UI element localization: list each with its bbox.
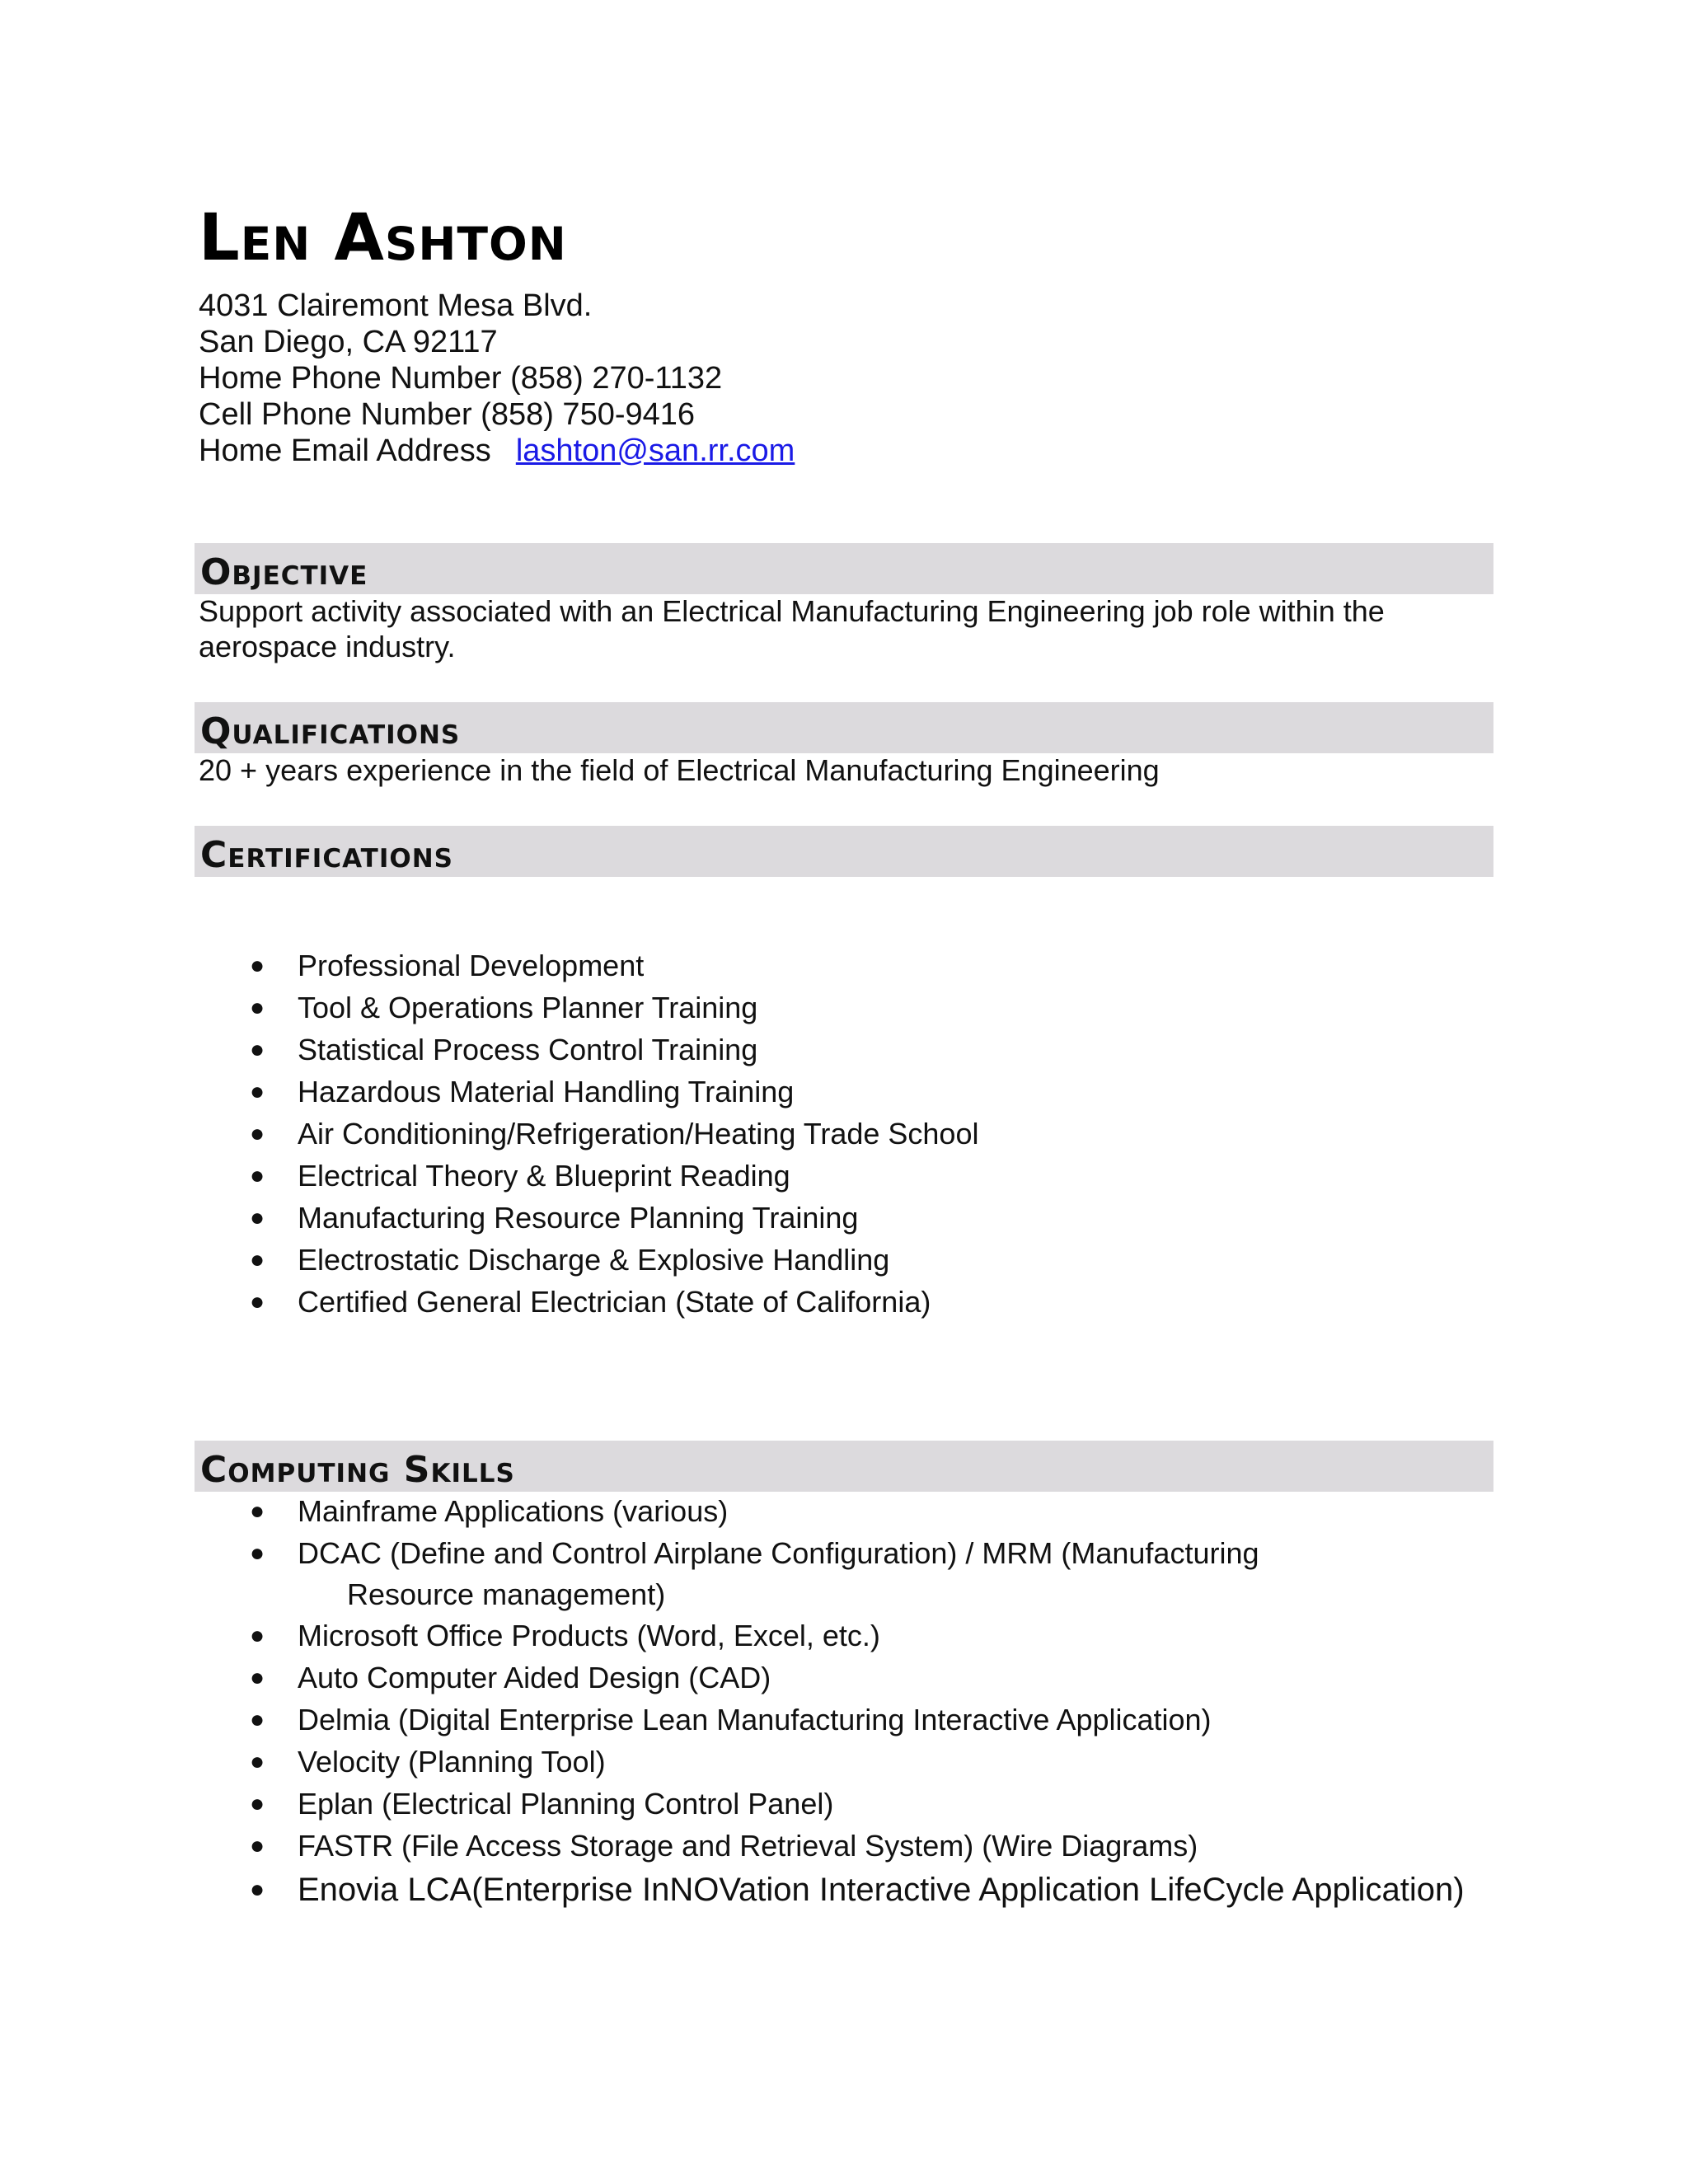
list-item: ● Certified General Electrician (State of California) xyxy=(199,1281,978,1323)
list-item: ● FASTR (File Access Storage and Retrieval System) (Wire Diagrams) xyxy=(199,1825,1465,1867)
bullet-icon: ● xyxy=(250,1497,265,1525)
bullet-icon: ● xyxy=(250,1204,265,1231)
qualifications-header xyxy=(195,702,1493,753)
bullet-icon: ● xyxy=(250,1162,265,1189)
computing-skills-header xyxy=(195,1441,1493,1492)
list-item: ● Tool & Operations Planner Training xyxy=(199,987,978,1029)
bullet-icon: ● xyxy=(250,1120,265,1147)
objective-text: Support activity associated with an Electrical Manufacturing Engineering job role within the aerospace industry. xyxy=(199,594,1385,663)
list-item: ● Manufacturing Resource Planning Training xyxy=(199,1197,978,1239)
qualifications-text: 20 + years experience in the field of Electrical Manufacturing Engineering xyxy=(199,753,1160,787)
bullet-icon: ● xyxy=(250,1036,265,1063)
address-line-1: 4031 Clairemont Mesa Blvd. xyxy=(199,288,593,323)
bullet-icon: ● xyxy=(250,1540,265,1567)
list-item: ● Electrostatic Discharge & Explosive Handling xyxy=(199,1239,978,1281)
bullet-icon: ● xyxy=(250,1876,265,1903)
list-item: ● Hazardous Material Handling Training xyxy=(199,1071,978,1113)
objective-header xyxy=(195,543,1493,594)
certifications-title: Certifications xyxy=(200,834,453,876)
bullet-icon: ● xyxy=(250,952,265,979)
list-item: ● Statistical Process Control Training xyxy=(199,1029,978,1071)
email-row xyxy=(199,433,795,469)
list-item: ● Air Conditioning/Refrigeration/Heating Trade School xyxy=(199,1113,978,1155)
objective-title: Objective xyxy=(200,551,368,593)
list-item: ● Eplan (Electrical Planning Control Panel) xyxy=(199,1783,1465,1825)
list-item: ● Mainframe Applications (various) xyxy=(199,1490,1465,1532)
bullet-icon: ● xyxy=(250,1790,265,1817)
bullet-icon: ● xyxy=(250,1288,265,1315)
certifications-header xyxy=(195,826,1493,877)
list-item: ● Microsoft Office Products (Word, Excel, etc.) xyxy=(199,1615,1465,1657)
bullet-icon: ● xyxy=(250,1832,265,1859)
list-item: ● Electrical Theory & Blueprint Reading xyxy=(199,1155,978,1197)
bullet-icon: ● xyxy=(250,1078,265,1105)
email-label: Home Email Address xyxy=(199,434,491,468)
certifications-list xyxy=(199,944,978,1323)
bullet-icon: ● xyxy=(250,1706,265,1733)
list-item: ● DCAC (Define and Control Airplane Configuration) / MRM (Manufacturing Resource management) xyxy=(199,1532,1465,1615)
bullet-icon: ● xyxy=(250,1664,265,1691)
list-item: ● Delmia (Digital Enterprise Lean Manufacturing Interactive Application) xyxy=(199,1699,1465,1741)
email-link[interactable]: lashton@san.rr.com xyxy=(515,434,795,468)
list-item: ● Auto Computer Aided Design (CAD) xyxy=(199,1657,1465,1699)
list-item: ● Enovia LCA(Enterprise InNOVation Interactive Application LifeCycle Application) xyxy=(199,1867,1465,1913)
home-phone: Home Phone Number (858) 270-1132 xyxy=(199,361,723,396)
cell-phone: Cell Phone Number (858) 750-9416 xyxy=(199,397,696,432)
list-item: ● Professional Development xyxy=(199,944,978,987)
applicant-name: Len Ashton xyxy=(199,201,567,275)
qualifications-title: Qualifications xyxy=(200,710,461,752)
bullet-icon: ● xyxy=(250,994,265,1021)
bullet-icon: ● xyxy=(250,1246,265,1273)
list-item: ● Velocity (Planning Tool) xyxy=(199,1741,1465,1783)
bullet-icon: ● xyxy=(250,1748,265,1775)
computing-skills-list xyxy=(199,1490,1465,1913)
address-line-2: San Diego, CA 92117 xyxy=(199,325,498,359)
bullet-icon: ● xyxy=(250,1622,265,1649)
computing-skills-title: Computing Skills xyxy=(200,1449,515,1491)
contact-block xyxy=(199,288,795,469)
